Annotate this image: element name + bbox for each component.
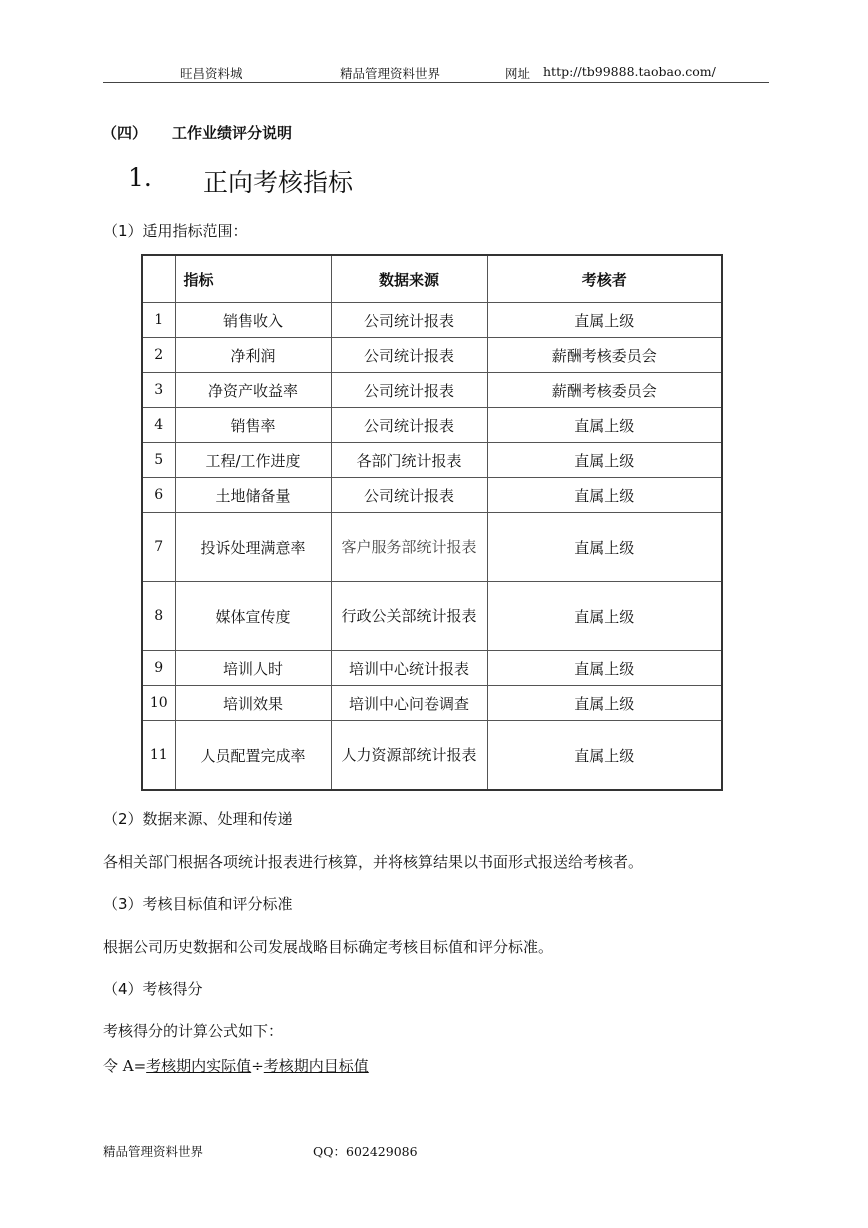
section-heading [102,122,293,143]
row-source: 培训中心问卷调查 [331,686,487,721]
row-indicator: 销售收入 [175,303,331,338]
row-no: 9 [142,651,175,686]
row-source: 行政公关部统计报表 [331,582,487,651]
row-source: 公司统计报表 [331,408,487,443]
page-header [103,62,769,83]
row-assessor: 直属上级 [487,651,722,686]
row-no: 11 [142,721,175,791]
row-no: 7 [142,513,175,582]
row-indicator: 投诉处理满意率 [175,513,331,582]
row-source: 各部门统计报表 [331,443,487,478]
row-indicator: 工程/工作进度 [175,443,331,478]
row-assessor: 薪酬考核委员会 [487,373,722,408]
table-row [142,373,722,408]
row-no: 5 [142,443,175,478]
footer-qq: QQ：602429086 [313,1144,418,1159]
row-no: 8 [142,582,175,651]
header-cell-indicator: 指标 [175,255,331,303]
subheading-scope: （1）适用指标范围： [103,222,248,240]
formula-divide: ÷ [251,1057,264,1075]
heading-title: 正向考核指标 [203,168,354,197]
table-header-row [142,255,722,303]
paragraph-target: 根据公司历史数据和公司发展战略目标确定考核目标值和评分标准。 [103,938,554,956]
main-heading [128,163,354,197]
table-row [142,303,722,338]
row-no: 3 [142,373,175,408]
subheading-score: （4）考核得分 [103,980,203,998]
header-url: http://tb99888.taobao.com/ [543,64,716,79]
row-assessor: 直属上级 [487,582,722,651]
row-assessor: 薪酬考核委员会 [487,338,722,373]
indicator-table [141,254,723,791]
header-cell-source: 数据来源 [331,255,487,303]
row-no: 1 [142,303,175,338]
subheading-data-flow: （2）数据来源、处理和传递 [103,810,293,828]
footer-brand: 精品管理资料世界 [103,1144,204,1159]
table-row [142,582,722,651]
row-no: 6 [142,478,175,513]
row-indicator: 净资产收益率 [175,373,331,408]
heading-number: 1. [128,163,152,192]
header-url-label: 网址 [505,66,531,81]
table-row [142,651,722,686]
row-assessor: 直属上级 [487,686,722,721]
score-formula [103,1055,369,1076]
row-source: 客户服务部统计报表 [331,513,487,582]
row-source: 公司统计报表 [331,303,487,338]
row-source: 培训中心统计报表 [331,651,487,686]
row-indicator: 净利润 [175,338,331,373]
subheading-target: （3）考核目标值和评分标准 [103,895,293,913]
row-source: 人力资源部统计报表 [331,721,487,791]
row-source: 公司统计报表 [331,338,487,373]
table-row [142,478,722,513]
page-footer [103,1142,418,1160]
section-title: 工作业绩评分说明 [172,124,293,142]
row-indicator: 媒体宣传度 [175,582,331,651]
table-row [142,513,722,582]
table-row [142,686,722,721]
row-indicator: 人员配置完成率 [175,721,331,791]
formula-target: 考核期内目标值 [263,1057,369,1075]
row-indicator: 土地储备量 [175,478,331,513]
row-indicator: 培训人时 [175,651,331,686]
section-number: （四） [102,124,148,142]
row-source: 公司统计报表 [331,373,487,408]
row-assessor: 直属上级 [487,513,722,582]
row-indicator: 培训效果 [175,686,331,721]
header-site: 旺昌资料城 [180,66,243,81]
formula-prefix: 令 A= [103,1057,147,1075]
paragraph-data-flow: 各相关部门根据各项统计报表进行核算，并将核算结果以书面形式报送给考核者。 [103,853,644,871]
row-no: 2 [142,338,175,373]
table-row [142,408,722,443]
formula-actual: 考核期内实际值 [146,1057,252,1075]
row-no: 10 [142,686,175,721]
header-cell-no [142,255,175,303]
table-row [142,338,722,373]
paragraph-formula-intro: 考核得分的计算公式如下： [103,1022,284,1040]
row-source: 公司统计报表 [331,478,487,513]
table-row [142,443,722,478]
row-assessor: 直属上级 [487,303,722,338]
row-assessor: 直属上级 [487,443,722,478]
row-assessor: 直属上级 [487,721,722,791]
row-assessor: 直属上级 [487,478,722,513]
row-indicator: 销售率 [175,408,331,443]
header-brand: 精品管理资料世界 [340,66,441,81]
table-row [142,721,722,791]
row-assessor: 直属上级 [487,408,722,443]
header-cell-assessor: 考核者 [487,255,722,303]
row-no: 4 [142,408,175,443]
